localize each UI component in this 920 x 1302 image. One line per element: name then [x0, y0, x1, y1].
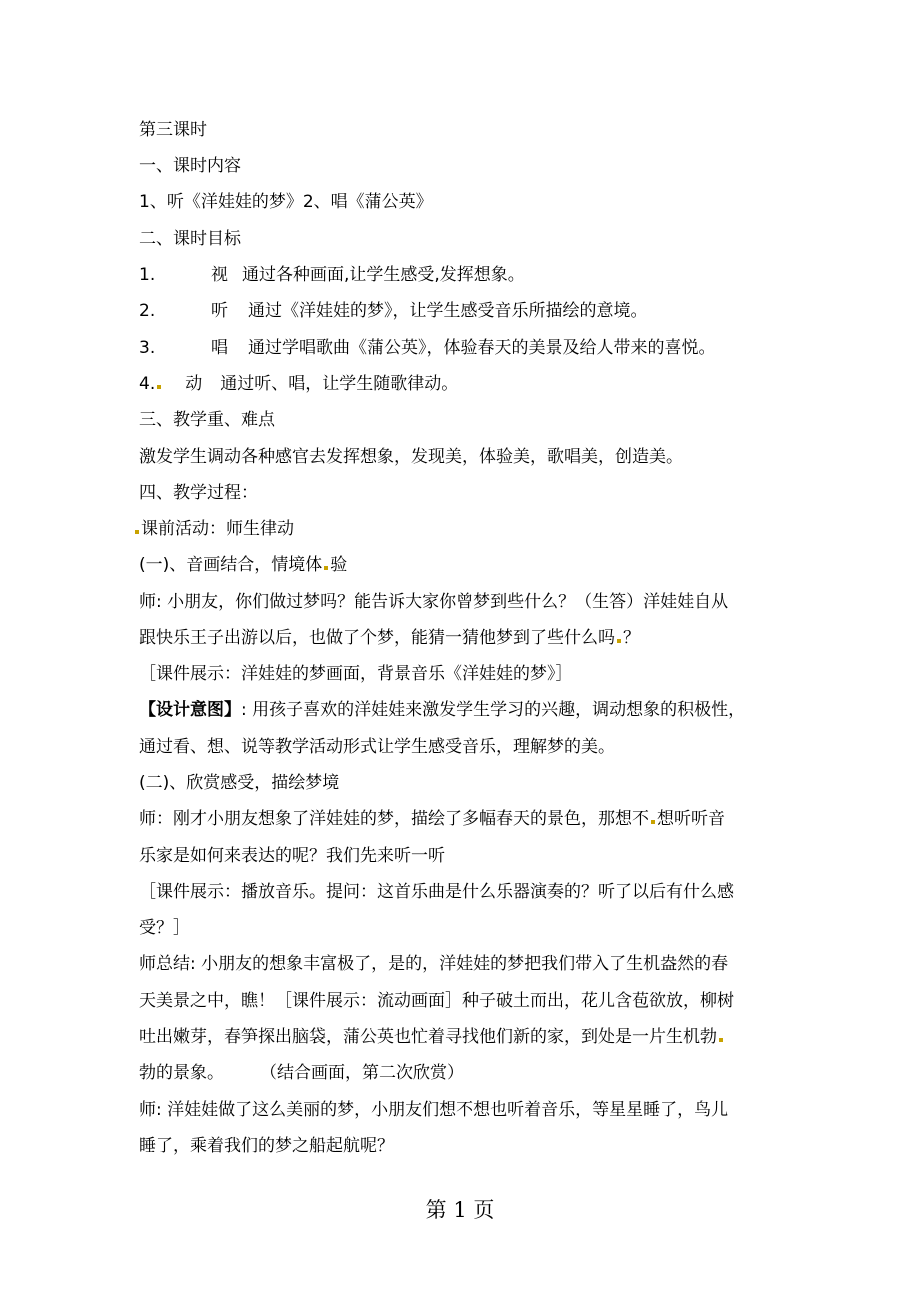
goal-item [139, 264, 525, 286]
paragraph-text: 师：刚才小朋友想象了洋娃娃的梦，描绘了多幅春天的景色，那想不 [139, 809, 649, 829]
goal-verb: 唱 [211, 338, 228, 358]
edit-mark [324, 566, 328, 570]
page-number: 第 1 页 [425, 1198, 495, 1222]
goal-item [139, 300, 648, 322]
design-intent-text: : 用孩子喜欢的洋娃娃来激发学生学习的兴趣，调动想象的积极性， [241, 700, 746, 720]
paragraph-line: ［课件展示：播放音乐。提问：这首乐曲是什么乐器演奏的？听了以后有什么感 [139, 882, 734, 902]
paragraph-text-tail: ？ [623, 628, 640, 648]
paragraph-line: 师: 小朋友，你们做过梦吗？能告诉大家你曾梦到些什么？（生答）洋娃娃自从 [139, 592, 729, 612]
paragraph-line: 受？］ [139, 918, 190, 938]
goal-number: 1. [139, 265, 156, 285]
content-line: 1、听《洋娃娃的梦》2、唱《蒲公英》 [139, 192, 433, 212]
paragraph-line [139, 627, 640, 649]
paragraph-text: 吐出嫩芽，春笋探出脑袋，蒲公英也忙着寻找他们新的家，到处是一片生机勃 [139, 1027, 717, 1047]
part1-heading-text: (一)、音画结合，情境体 [139, 555, 323, 575]
goal-text: 通过学唱歌曲《蒲公英》，体验春天的美景及给人带来的喜悦。 [248, 338, 716, 358]
paragraph-text-tail: 想听听音 [657, 809, 725, 829]
edit-mark [157, 385, 161, 389]
goal-number: 2. [139, 301, 156, 321]
section-heading-process: 四、教学过程： [139, 483, 258, 503]
edit-mark [651, 820, 655, 824]
part1-heading [139, 554, 347, 576]
goal-item [139, 373, 458, 395]
paragraph-line [139, 1062, 464, 1084]
goal-number: 4. [139, 374, 156, 394]
paragraph-line [139, 808, 725, 830]
goal-text: 通过《洋娃娃的梦》，让学生感受音乐所描绘的意境。 [248, 301, 648, 321]
paragraph-line: 天美景之中，瞧！［课件展示：流动画面］种子破土而出，花儿含苞欲放，柳树 [139, 991, 734, 1011]
part2-heading: (二)、欣赏感受，描绘梦境 [139, 773, 340, 793]
paragraph-text: 跟快乐王子出游以后，也做了个梦，能猜一猜他梦到了些什么吗 [139, 628, 615, 648]
goal-verb: 动 [185, 374, 203, 394]
paragraph-line: 乐家是如何来表达的呢？我们先来听一听 [139, 846, 445, 866]
part1-heading-tail: 验 [330, 555, 348, 575]
pre-activity-line [139, 518, 294, 540]
edit-mark [617, 639, 621, 643]
goal-item [139, 337, 716, 359]
paragraph-line: ［课件展示：洋娃娃的梦画面，背景音乐《洋娃娃的梦》］ [139, 664, 573, 684]
paragraph-line: 睡了，乘着我们的梦之船起航呢？ [139, 1136, 394, 1156]
section-heading-goals: 二、课时目标 [139, 229, 241, 249]
goal-verb: 听 [211, 301, 228, 321]
goal-verb: 视 [211, 265, 228, 285]
lesson-title: 第三课时 [139, 120, 207, 140]
paragraph-note: （结合画面，第二次欣赏） [260, 1063, 464, 1083]
goal-text: 通过各种画面,让学生感受,发挥想象。 [242, 265, 525, 285]
goal-text: 通过听、唱，让学生随歌律动。 [220, 374, 459, 394]
paragraph-text: 勃的景象。 [139, 1063, 224, 1083]
paragraph-line: 师: 洋娃娃做了这么美丽的梦，小朋友们想不想也听着音乐，等星星睡了，鸟儿 [139, 1100, 729, 1120]
edit-mark [135, 530, 139, 534]
paragraph-line: 通过看、想、说等教学活动形式让学生感受音乐，理解梦的美。 [139, 737, 615, 757]
key-points-text: 激发学生调动各种感官去发挥想象，发现美，体验美，歌唱美，创造美。 [139, 447, 683, 467]
section-heading-key-points: 三、教学重、难点 [139, 410, 275, 430]
goal-number: 3. [139, 338, 156, 358]
design-intent-line [139, 699, 745, 721]
paragraph-line [139, 1026, 725, 1048]
pre-activity-text: 课前活动：师生律动 [141, 519, 294, 539]
paragraph-line: 师总结: 小朋友的想象丰富极了，是的，洋娃娃的梦把我们带入了生机盎然的春 [139, 954, 729, 974]
design-intent-label: 【设计意图】 [139, 700, 241, 720]
section-heading-content: 一、课时内容 [139, 156, 241, 176]
edit-mark [719, 1038, 723, 1042]
